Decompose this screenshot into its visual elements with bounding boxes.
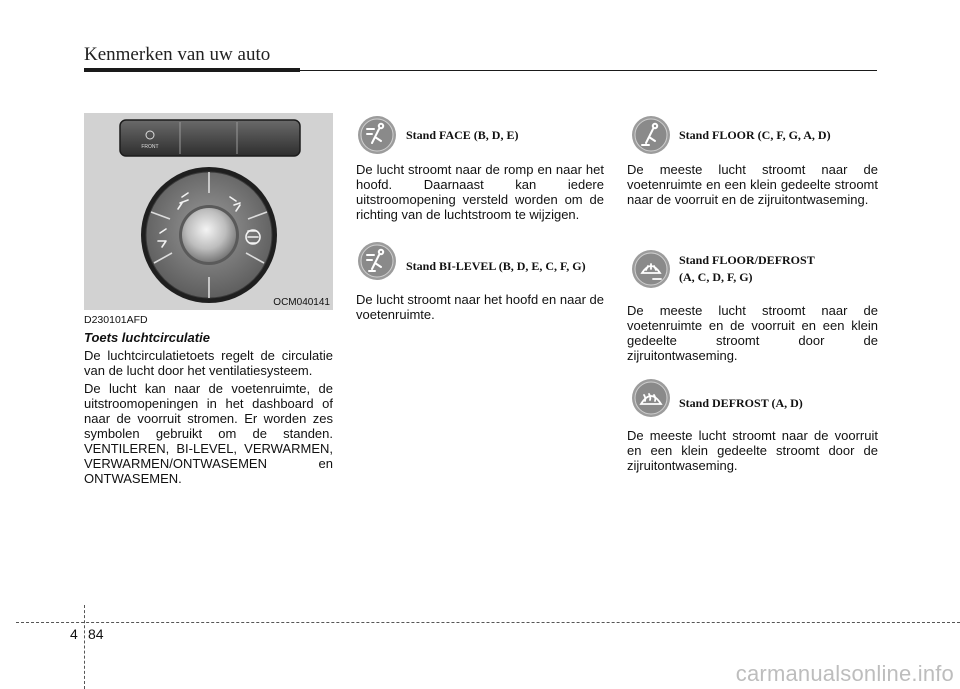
- face-mode-icon: [357, 115, 397, 155]
- floor-defrost-mode-label-2: (A, C, D, F, G): [679, 270, 753, 284]
- floor-mode-label: Stand FLOOR (C, F, G, A, D): [679, 128, 831, 142]
- section-subtitle: Toets luchtcirculatie: [84, 330, 210, 345]
- col1-paragraph-1: De luchtcirculatietoets regelt de circulatie van de lucht door het ventilatiesysteem.: [84, 348, 333, 378]
- watermark-text: carmanualsonline.info: [735, 661, 954, 686]
- face-mode-text: De lucht stroomt naar de romp en naar het hoofd. Daarnaast kan iedere uitstroomopening versteld worden om de richting van de luchtstroom te wijzigen.: [356, 162, 604, 222]
- floor-defrost-mode-text: De meeste lucht stroomt naar de voetenruimte en de voorruit en een klein gedeelte stroomt door de zijruitontwaseming.: [627, 303, 878, 363]
- floor-mode-icon: [631, 115, 671, 155]
- bilevel-mode-text: De lucht stroomt naar het hoofd en naar de voetenruimte.: [356, 292, 604, 322]
- defrost-mode-icon: [631, 378, 671, 418]
- control-panel-illustration: [84, 113, 333, 310]
- reference-code: D230101AFD: [84, 314, 148, 326]
- front-button-label: FRONT: [141, 144, 159, 150]
- page-number: 84: [88, 626, 104, 642]
- floor-defrost-mode-label-1: Stand FLOOR/DEFROST: [679, 253, 815, 267]
- header-rule-thick: [84, 68, 300, 72]
- footer-rule: [16, 622, 960, 623]
- bilevel-mode-icon: [357, 241, 397, 281]
- floor-mode-text: De meeste lucht stroomt naar de voetenruimte en een klein gedeelte stroomt naar de voorruit en de zijruitontwaseming.: [627, 162, 878, 207]
- photo-code: OCM040141: [273, 297, 330, 308]
- defrost-mode-text: De meeste lucht stroomt naar de voorruit en een klein gedeelte stroomt door de zijruitontwaseming.: [627, 428, 878, 473]
- defrost-mode-label: Stand DEFROST (A, D): [679, 396, 803, 410]
- bilevel-mode-label: Stand BI-LEVEL (B, D, E, C, F, G): [406, 259, 586, 273]
- control-panel-photo: [84, 113, 333, 310]
- footer-divider: [84, 605, 85, 689]
- header-rule-thin: [300, 70, 877, 71]
- chapter-number: 4: [70, 626, 78, 642]
- face-mode-label: Stand FACE (B, D, E): [406, 128, 519, 142]
- floor-defrost-mode-icon: [631, 249, 671, 289]
- col1-paragraph-2: De lucht kan naar de voetenruimte, de uitstroomopeningen in het dashboard of naar de voorruit stromen. Er worden zes symbolen gebruikt om de standen. VENTILEREN, BI-LEVEL, VERWARMEN, VERWARMEN/ONTWASEMEN en ONTWASEMEN.: [84, 381, 333, 486]
- page-header-title: Kenmerken van uw auto: [84, 44, 271, 65]
